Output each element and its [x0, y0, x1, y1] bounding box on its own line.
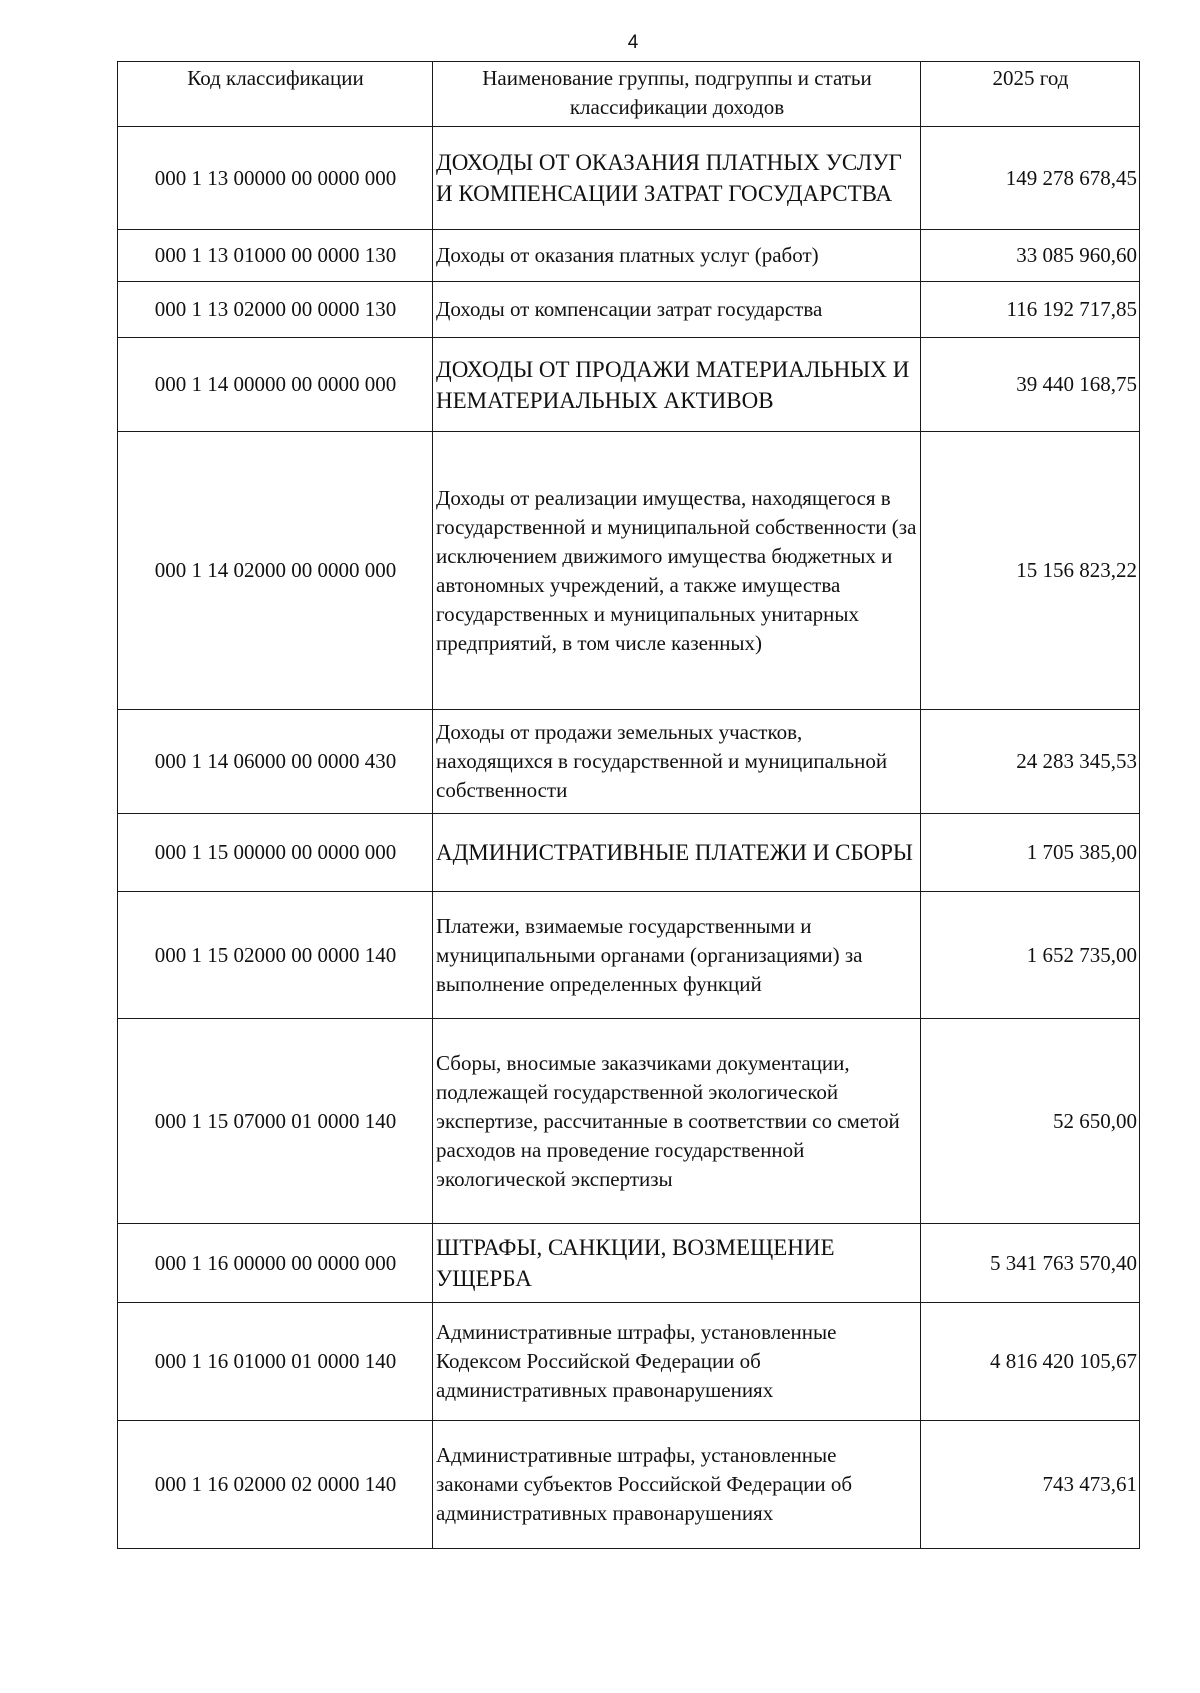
- table-row: [118, 1019, 1140, 1224]
- table-row: [118, 1224, 1140, 1303]
- row-name: ДОХОДЫ ОТ ОКАЗАНИЯ ПЛАТНЫХ УСЛУГ И КОМПЕНСАЦИИ ЗАТРАТ ГОСУДАРСТВА: [433, 127, 921, 230]
- table-row: [118, 230, 1140, 282]
- row-code: 000 1 15 02000 00 0000 140: [118, 892, 433, 1019]
- row-amount: 149 278 678,45: [921, 127, 1140, 230]
- table-row: [118, 338, 1140, 432]
- row-name: Доходы от компенсации затрат государства: [433, 282, 921, 338]
- row-code: 000 1 13 01000 00 0000 130: [118, 230, 433, 282]
- row-amount: 15 156 823,22: [921, 432, 1140, 710]
- row-code: 000 1 16 00000 00 0000 000: [118, 1224, 433, 1303]
- row-code: 000 1 13 02000 00 0000 130: [118, 282, 433, 338]
- table-row: [118, 892, 1140, 1019]
- row-code: 000 1 14 00000 00 0000 000: [118, 338, 433, 432]
- row-code: 000 1 14 02000 00 0000 000: [118, 432, 433, 710]
- row-code: 000 1 16 01000 01 0000 140: [118, 1303, 433, 1421]
- row-code: 000 1 14 06000 00 0000 430: [118, 710, 433, 814]
- table-row: [118, 282, 1140, 338]
- table-header-row: [118, 62, 1140, 127]
- header-code: Код классификации: [118, 62, 433, 127]
- row-name: Доходы от реализации имущества, находящегося в государственной и муниципальной собственности (за исключением движимого имущества бюджетных и автономных учреждений, а также имущества государственных и муниципальных унитарных предприятий, в том числе казенных): [433, 432, 921, 710]
- row-amount: 24 283 345,53: [921, 710, 1140, 814]
- header-amount: 2025 год: [921, 62, 1140, 127]
- row-name: ШТРАФЫ, САНКЦИИ, ВОЗМЕЩЕНИЕ УЩЕРБА: [433, 1224, 921, 1303]
- row-amount: 4 816 420 105,67: [921, 1303, 1140, 1421]
- row-name: Доходы от оказания платных услуг (работ): [433, 230, 921, 282]
- row-code: 000 1 15 07000 01 0000 140: [118, 1019, 433, 1224]
- page-number: 4: [627, 32, 639, 53]
- row-code: 000 1 13 00000 00 0000 000: [118, 127, 433, 230]
- row-name: ДОХОДЫ ОТ ПРОДАЖИ МАТЕРИАЛЬНЫХ И НЕМАТЕРИАЛЬНЫХ АКТИВОВ: [433, 338, 921, 432]
- table-row: [118, 127, 1140, 230]
- row-name: Доходы от продажи земельных участков, находящихся в государственной и муниципальной собственности: [433, 710, 921, 814]
- row-amount: 39 440 168,75: [921, 338, 1140, 432]
- table-row: [118, 1303, 1140, 1421]
- row-amount: 1 652 735,00: [921, 892, 1140, 1019]
- row-amount: 33 085 960,60: [921, 230, 1140, 282]
- row-amount: 5 341 763 570,40: [921, 1224, 1140, 1303]
- revenue-table: [117, 61, 1140, 1549]
- row-code: 000 1 15 00000 00 0000 000: [118, 814, 433, 892]
- header-name: Наименование группы, подгруппы и статьи классификации доходов: [433, 62, 921, 127]
- row-amount: 1 705 385,00: [921, 814, 1140, 892]
- row-code: 000 1 16 02000 02 0000 140: [118, 1421, 433, 1549]
- row-name: Платежи, взимаемые государственными и муниципальными органами (организациями) за выполнение определенных функций: [433, 892, 921, 1019]
- table-row: [118, 710, 1140, 814]
- table-row: [118, 1421, 1140, 1549]
- row-name: Сборы, вносимые заказчиками документации, подлежащей государственной экологической экспертизе, рассчитанные в соответствии со сметой расходов на проведение государственной экологической экспертизы: [433, 1019, 921, 1224]
- row-amount: 52 650,00: [921, 1019, 1140, 1224]
- row-name: Административные штрафы, установленные законами субъектов Российской Федерации об административных правонарушениях: [433, 1421, 921, 1549]
- table-row: [118, 814, 1140, 892]
- row-amount: 116 192 717,85: [921, 282, 1140, 338]
- row-name: АДМИНИСТРАТИВНЫЕ ПЛАТЕЖИ И СБОРЫ: [433, 814, 921, 892]
- row-amount: 743 473,61: [921, 1421, 1140, 1549]
- row-name: Административные штрафы, установленные Кодексом Российской Федерации об административных правонарушениях: [433, 1303, 921, 1421]
- table-row: [118, 432, 1140, 710]
